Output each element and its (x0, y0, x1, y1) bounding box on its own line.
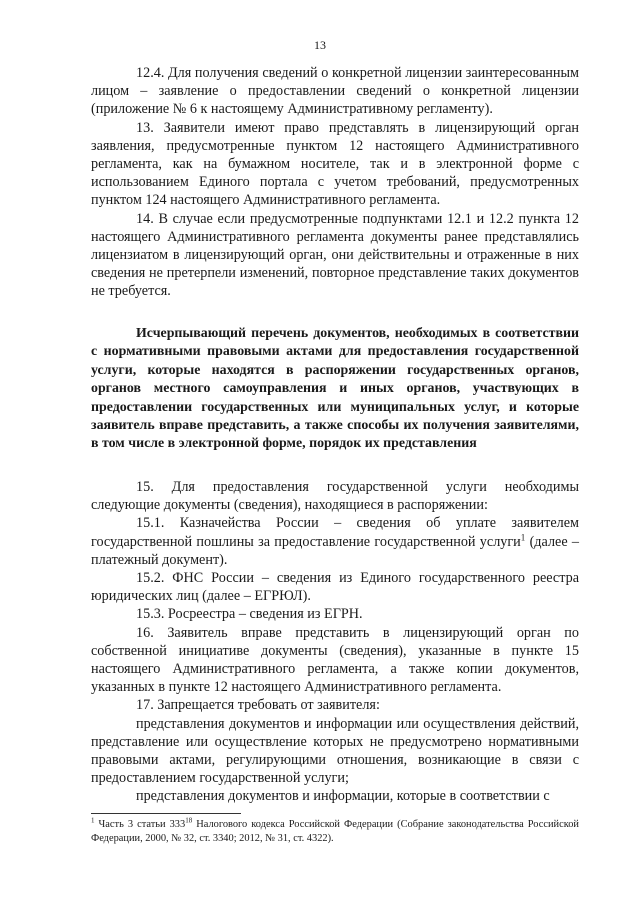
paragraph-15: 15. Для предоставления государственной услуги необходимы следующие документы (сведения), находящиеся в распоряжении: (91, 479, 579, 514)
paragraph-17-item-a: представления документов и информации или осуществления действий, представление или осуществление которых не предусмотрено нормативными правовыми актами, регулирующими отношения, возникающие в связи с предоставлением государственной услуги; (91, 715, 579, 787)
paragraph-15-3: 15.3. Росреестра – сведения из ЕГРН. (136, 606, 363, 623)
footnote-reference: 1 (520, 531, 526, 542)
paragraph-14: 14. В случае если предусмотренные подпунктами 12.1 и 12.2 пункта 12 настоящего Административного регламента документы ранее представлялись лицензиатом в лицензирующий орган, они действительны и отраженные в них сведения не претерпели изменений, повторное представление таких документов не требуется. (91, 210, 579, 300)
footnote-marker: 1 (91, 816, 95, 825)
footnote-text-start: Часть 3 статьи 333 (94, 819, 186, 830)
footnote (91, 818, 579, 846)
paragraph-15-1-tail: (далее – платежный документ). (91, 533, 579, 568)
paragraph-15-2: 15.2. ФНС России – сведения из Единого государственного реестра юридических лиц (далее – ЕГРЮЛ). (91, 570, 579, 605)
paragraph-16: 16. Заявитель вправе представить в лицензирующий орган по собственной инициативе документы (сведения), указанные в пункте 15 настоящего Административного регламента, а также копии документов, указанных в пункте 12 настоящего Административного регламента. (91, 624, 579, 696)
section-heading: Исчерпывающий перечень документов, необходимых в соответствии с нормативными правовыми актами для предоставления государственной услуги, которые находятся в распоряжении государственных органов, органов местного самоуправления и иных органов, участвующих в предоставлении государственных или муниципальных услуг, и которые заявитель вправе представить, а также способы их получения заявителями, в том числе в электронной форме, порядок их представления (91, 326, 579, 452)
footnote-separator (91, 813, 241, 814)
footnote-article-index: 18 (185, 816, 193, 825)
footnote-text-end: Налогового кодекса Российской Федерации (Собрание законодательства Российской Федерации, 2000, № 32, ст. 3340; 2012, № 31, ст. 4322). (91, 819, 579, 844)
section-documents (91, 478, 579, 806)
paragraph-17-item-b: представления документов и информации, которые в соответствии с (136, 788, 550, 805)
section-applications (91, 64, 579, 301)
paragraph-15-1-text: 15.1. Казначейства России – сведения об уплате заявителем государственной пошлины за предоставление государственной услуги (91, 515, 579, 550)
paragraph-13: 13. Заявители имеют право представлять в лицензирующий орган заявления, предусмотренные пунктом 12 настоящего Административного регламента, как на бумажном носителе, так и в электронной форме с использованием Единого портала с учетом требований, предусмотренных пунктом 124 настоящего Административного регламента. (91, 119, 579, 209)
paragraph-15-1 (91, 514, 579, 569)
paragraph-17: 17. Запрещается требовать от заявителя: (136, 697, 380, 714)
page-number: 13 (314, 38, 326, 52)
paragraph-12-4: 12.4. Для получения сведений о конкретной лицензии заинтересованным лицом – заявление о предоставлении сведений о конкретной лицензии (приложение № 6 к настоящему Административному регламенту). (91, 65, 579, 118)
